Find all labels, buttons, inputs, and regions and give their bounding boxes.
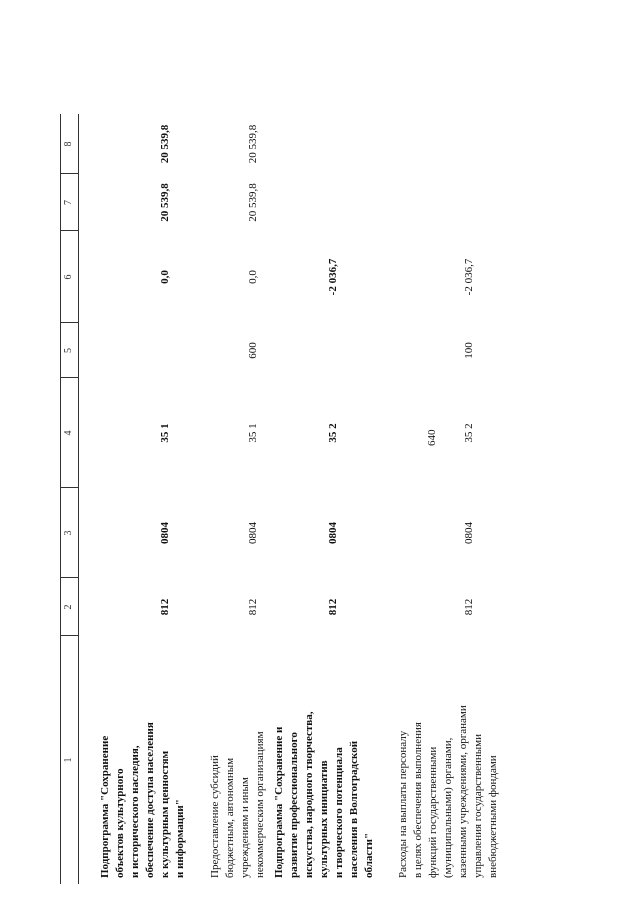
- row-1-col-8: 20 539,8: [159, 124, 171, 164]
- header-bottom-border: [78, 114, 79, 884]
- row-2-col-5: 600: [247, 342, 259, 359]
- row-2-name: Предоставление субсидий бюджетным, автономным учреждениям и иным некоммерческим организациям: [209, 731, 266, 878]
- row-2-col-4: 35 1: [247, 423, 259, 443]
- row-1-col-7: 20 539,8: [159, 183, 171, 222]
- column-header-4: 4: [63, 430, 74, 436]
- row-4-col-4: 35 2: [463, 423, 475, 443]
- row-4-col-2: 812: [463, 598, 475, 616]
- row-1-col-6: 0,0: [159, 270, 171, 284]
- column-header-7: 7: [63, 200, 74, 205]
- row-4-col-3: 0804: [463, 522, 475, 544]
- row-1-col-4: 35 1: [159, 423, 171, 443]
- row-2-col-7: 20 539,8: [247, 183, 259, 222]
- page-number: 640: [426, 429, 438, 446]
- row-3-col-4: 35 2: [327, 423, 339, 443]
- row-4-col-6: -2 036,7: [463, 258, 475, 296]
- row-3-col-3: 0804: [327, 522, 339, 544]
- row-1-name: Подпрограмма "Сохранение объектов культурного и исторического наследия, обеспечение доступа населения к культурным ценностям и информации": [99, 722, 186, 878]
- row-2-col-3: 0804: [247, 522, 259, 544]
- row-2-col-8: 20 539,8: [247, 124, 259, 164]
- row-3-name: Подпрограмма "Сохранение и развитие профессионального искусства, народного творчества, культурных инициатив и творческого потенциала населения в Волгоградской области": [273, 711, 375, 878]
- column-header-6: 6: [63, 274, 74, 280]
- row-1-col-3: 0804: [159, 522, 171, 544]
- column-header-2: 2: [63, 604, 74, 610]
- row-3-col-6: -2 036,7: [327, 258, 339, 296]
- row-4-name: Расходы на выплаты персоналу в целях обеспечения выполнения функций государственными (муниципальными) органами, казенными учреждениями, органами управления государственными внебюджетными фондами: [397, 705, 499, 878]
- column-header-1: 1: [63, 757, 74, 763]
- row-1-col-2: 812: [159, 598, 171, 616]
- column-header-3: 3: [63, 530, 74, 536]
- row-4-col-5: 100: [463, 342, 475, 359]
- budget-table: [60, 114, 600, 884]
- column-header-5: 5: [63, 348, 74, 353]
- column-header-8: 8: [63, 141, 74, 147]
- row-2-col-2: 812: [247, 598, 259, 616]
- row-3-col-2: 812: [327, 598, 339, 616]
- row-2-col-6: 0,0: [247, 270, 259, 284]
